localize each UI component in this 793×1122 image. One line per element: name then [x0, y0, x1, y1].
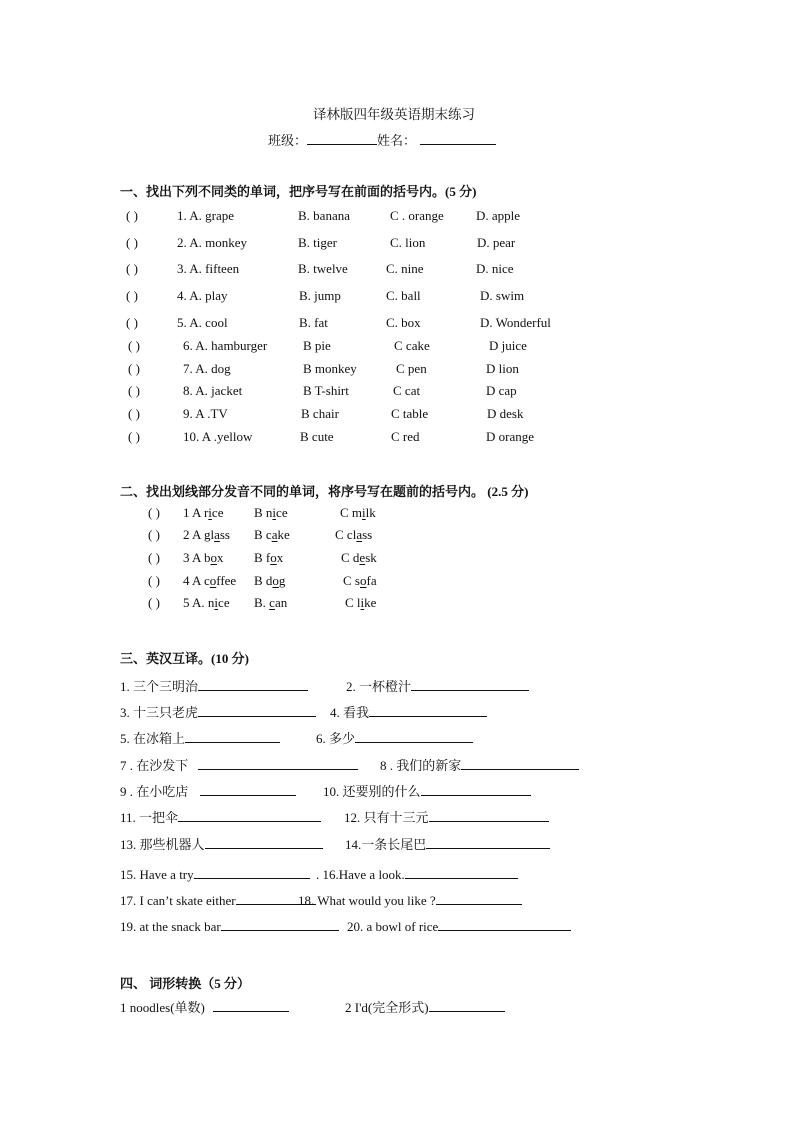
question-row: [0, 315, 793, 333]
option-b: B. jump: [299, 288, 341, 303]
word-part: ke: [364, 595, 377, 610]
answer-paren[interactable]: ( ): [126, 315, 138, 330]
option-a: 10. A .yellow: [183, 429, 253, 444]
answer-paren[interactable]: ( ): [126, 288, 138, 303]
word-part: ce: [276, 505, 288, 520]
translation-item: [120, 866, 310, 883]
underlined-letter: a: [271, 527, 278, 542]
option-c: C. nine: [386, 261, 424, 276]
underlined-letter: i: [214, 595, 219, 610]
word-part: 4 A c: [183, 573, 210, 588]
question-row: [0, 208, 793, 226]
option-c: C cake: [394, 338, 430, 353]
question-row: [0, 361, 793, 379]
word-part: B d: [254, 573, 273, 588]
question-row: [0, 406, 793, 424]
section4-heading: 四、 词形转换（5 分）: [120, 976, 251, 991]
name-label: 姓名：: [377, 133, 417, 148]
option-b: B. twelve: [298, 261, 348, 276]
translation-item: [120, 892, 316, 909]
option-b: B pie: [303, 338, 331, 353]
translation-prompt: 19. at the snack bar: [120, 919, 221, 934]
question-row: [0, 338, 793, 356]
translation-item: [120, 755, 358, 774]
answer-blank[interactable]: [200, 783, 296, 796]
answer-paren[interactable]: ( ): [148, 595, 160, 610]
word-part: 2 A gl: [183, 527, 215, 542]
translation-item: [345, 834, 550, 853]
section4-item-label: 2 I'd(完全形式): [345, 1000, 429, 1015]
translation-item: [120, 676, 308, 695]
question-row: [0, 550, 793, 568]
option-c: [335, 527, 372, 543]
question-row: [0, 235, 793, 253]
translation-prompt: 15. Have a try: [120, 867, 194, 882]
answer-paren[interactable]: ( ): [148, 550, 160, 565]
translation-item: [380, 755, 579, 774]
translation-prompt: 17. I can’t skate either: [120, 893, 236, 908]
answer-blank[interactable]: [411, 678, 529, 691]
underlined-letter: i: [208, 505, 212, 520]
option-d: D. Wonderful: [480, 315, 551, 330]
page-title: 译林版四年级英语期末练习: [313, 107, 475, 122]
translation-prompt: 8 . 我们的新家: [380, 758, 462, 773]
translation-item: [120, 728, 280, 747]
option-c: [341, 550, 377, 566]
option-c: [343, 573, 377, 589]
option-a: [183, 595, 230, 611]
option-b: B. tiger: [298, 235, 337, 250]
option-c: C table: [391, 406, 429, 421]
word-part: x: [216, 550, 224, 565]
option-b: B T-shirt: [303, 383, 349, 398]
underlined-letter: i: [362, 505, 366, 520]
class-label: 班级：: [268, 133, 308, 148]
translation-prompt: 5. 在冰箱上: [120, 731, 186, 746]
answer-blank[interactable]: [429, 999, 505, 1012]
word-part: 5 A. n: [183, 595, 215, 610]
question-row: [0, 261, 793, 279]
answer-blank[interactable]: [213, 999, 289, 1012]
option-b: [254, 527, 290, 543]
answer-blank[interactable]: [221, 918, 339, 931]
underlined-letter: a: [356, 527, 363, 542]
option-a: [183, 573, 236, 589]
option-b: [254, 550, 283, 566]
underlined-letter: e: [359, 550, 366, 565]
option-b: B. banana: [298, 208, 350, 223]
answer-blank[interactable]: [355, 730, 473, 743]
answer-blank[interactable]: [198, 678, 308, 691]
section4-item: [345, 997, 505, 1016]
translation-prompt: 1. 三个三明治: [120, 679, 199, 694]
word-part: B c: [254, 527, 272, 542]
option-d: D orange: [486, 429, 535, 444]
translation-item: [323, 781, 531, 800]
word-part: ss: [362, 527, 373, 542]
word-part: lk: [365, 505, 376, 520]
question-row: [0, 573, 793, 591]
translation-item: [330, 702, 487, 721]
word-part: 3 A b: [183, 550, 211, 565]
option-c: C red: [391, 429, 420, 444]
translation-item: [298, 892, 522, 909]
option-c: C. ball: [386, 288, 421, 303]
translation-prompt: 10. 还要别的什么: [323, 784, 421, 799]
option-d: D. pear: [477, 235, 516, 250]
word-part: B f: [254, 550, 271, 565]
option-c: [345, 595, 376, 611]
option-a: 6. A. hamburger: [183, 338, 268, 353]
translation-item: [120, 781, 296, 800]
answer-blank[interactable]: [461, 757, 579, 770]
word-part: C m: [340, 505, 363, 520]
option-a: 4. A. play: [177, 288, 228, 303]
word-part: C s: [343, 573, 360, 588]
option-a: 9. A .TV: [183, 406, 228, 421]
answer-paren[interactable]: ( ): [148, 505, 160, 520]
translation-prompt: 20. a bowl of rice: [347, 919, 439, 934]
answer-blank[interactable]: [194, 866, 310, 879]
option-b: B monkey: [303, 361, 357, 376]
option-c: [340, 505, 376, 521]
option-a: 5. A. cool: [177, 315, 228, 330]
option-c: C cat: [393, 383, 421, 398]
answer-blank[interactable]: [426, 836, 550, 849]
underlined-letter: o: [270, 550, 277, 565]
question-row: [0, 383, 793, 401]
word-part: B.: [254, 595, 270, 610]
underlined-letter: i: [272, 505, 277, 520]
option-b: [254, 573, 285, 589]
translation-prompt: 4. 看我: [330, 705, 370, 720]
word-part: sk: [365, 550, 377, 565]
translation-prompt: 11. 一把伞: [120, 810, 179, 825]
answer-blank[interactable]: [421, 783, 531, 796]
option-c: C pen: [396, 361, 427, 376]
translation-prompt: 7 . 在沙发下: [120, 758, 189, 773]
translation-item: [120, 702, 316, 721]
translation-item: [120, 834, 323, 853]
underlined-letter: a: [214, 527, 220, 542]
translation-prompt: 13. 那些机器人: [120, 837, 205, 852]
option-a: [183, 505, 223, 521]
word-part: ke: [277, 527, 290, 542]
option-d: D. apple: [476, 208, 521, 223]
section1-heading: 一、找出下列不同类的单词，把序号写在前面的括号内。(5 分): [120, 184, 477, 199]
option-d: D cap: [486, 383, 517, 398]
word-part: ss: [219, 527, 230, 542]
option-c: C . orange: [390, 208, 444, 223]
question-row: [0, 288, 793, 306]
option-d: D juice: [489, 338, 527, 353]
word-part: C d: [341, 550, 360, 565]
answer-paren[interactable]: ( ): [148, 527, 160, 542]
answer-paren[interactable]: ( ): [126, 208, 138, 223]
option-a: 7. A. dog: [183, 361, 231, 376]
underlined-letter: c: [269, 595, 275, 610]
answer-paren[interactable]: ( ): [148, 573, 160, 588]
translation-item: [347, 918, 571, 935]
underlined-letter: o: [272, 573, 279, 588]
answer-blank[interactable]: [429, 809, 549, 822]
option-b: B cute: [300, 429, 334, 444]
word-part: 1 A r: [183, 505, 209, 520]
name-blank[interactable]: [420, 132, 496, 145]
option-b: [254, 505, 288, 521]
answer-paren[interactable]: ( ): [128, 429, 140, 444]
word-part: C l: [345, 595, 361, 610]
word-part: ffee: [216, 573, 237, 588]
question-row: [0, 595, 793, 613]
translation-prompt: 6. 多少: [316, 731, 356, 746]
underlined-letter: o: [209, 573, 217, 588]
answer-blank[interactable]: [205, 836, 323, 849]
answer-paren[interactable]: ( ): [128, 406, 140, 421]
section4-item-label: 1 noodles(单数): [120, 1000, 205, 1015]
question-row: [0, 429, 793, 447]
answer-blank[interactable]: [178, 809, 321, 822]
translation-prompt: 12. 只有十三元: [344, 810, 429, 825]
answer-paren[interactable]: ( ): [128, 361, 140, 376]
section4-item: [120, 997, 289, 1016]
translation-prompt: 9 . 在小吃店: [120, 784, 189, 799]
translation-prompt: 14.一条长尾巴: [345, 837, 427, 852]
option-a: 8. A. jacket: [183, 383, 243, 398]
translation-item: [316, 728, 473, 747]
option-a: [183, 550, 223, 566]
answer-paren[interactable]: ( ): [128, 338, 140, 353]
option-d: D lion: [486, 361, 519, 376]
answer-paren[interactable]: ( ): [128, 383, 140, 398]
answer-blank[interactable]: [405, 866, 518, 879]
translation-item: [346, 676, 529, 695]
translation-prompt: 18. What would you like ?: [298, 893, 436, 908]
option-a: 1. A. grape: [177, 208, 235, 223]
translation-item: [120, 918, 339, 935]
underlined-letter: o: [359, 573, 367, 588]
translation-item: [344, 807, 549, 826]
answer-blank[interactable]: [198, 704, 316, 717]
class-name-line: [268, 130, 496, 149]
section2-heading: 二、找出划线部分发音不同的单词，将序号写在题前的括号内。 (2.5 分): [120, 484, 529, 499]
option-a: 2. A. monkey: [177, 235, 248, 250]
translation-prompt: 2. 一杯橙汁: [346, 679, 412, 694]
translation-prompt: 3. 十三只老虎: [120, 705, 199, 720]
question-row: [0, 527, 793, 545]
answer-blank[interactable]: [185, 730, 280, 743]
option-d: D. nice: [476, 261, 514, 276]
translation-item: [316, 866, 518, 883]
answer-blank[interactable]: [198, 757, 358, 770]
answer-blank[interactable]: [436, 892, 522, 905]
class-blank[interactable]: [307, 132, 377, 145]
option-a: 3. A. fifteen: [177, 261, 240, 276]
word-part: fa: [366, 573, 377, 588]
answer-paren[interactable]: ( ): [126, 235, 138, 250]
option-d: D desk: [487, 406, 524, 421]
option-b: [254, 595, 287, 611]
section3-heading: 三、英汉互译。(10 分): [120, 651, 249, 666]
underlined-letter: o: [210, 550, 217, 565]
word-part: g: [278, 573, 286, 588]
answer-paren[interactable]: ( ): [126, 261, 138, 276]
translation-prompt: . 16.Have a look.: [316, 867, 405, 882]
translation-item: [120, 807, 321, 826]
option-b: B. fat: [299, 315, 328, 330]
word-part: x: [276, 550, 284, 565]
answer-blank[interactable]: [438, 918, 571, 931]
option-b: B chair: [301, 406, 339, 421]
option-a: [183, 527, 230, 543]
word-part: C cl: [335, 527, 357, 542]
option-d: D. swim: [480, 288, 525, 303]
word-part: ce: [211, 505, 224, 520]
word-part: ce: [218, 595, 230, 610]
underlined-letter: i: [360, 595, 365, 610]
question-row: [0, 505, 793, 523]
word-part: B n: [254, 505, 273, 520]
option-c: C. box: [386, 315, 421, 330]
answer-blank[interactable]: [369, 704, 487, 717]
word-part: an: [274, 595, 288, 610]
option-c: C. lion: [390, 235, 426, 250]
